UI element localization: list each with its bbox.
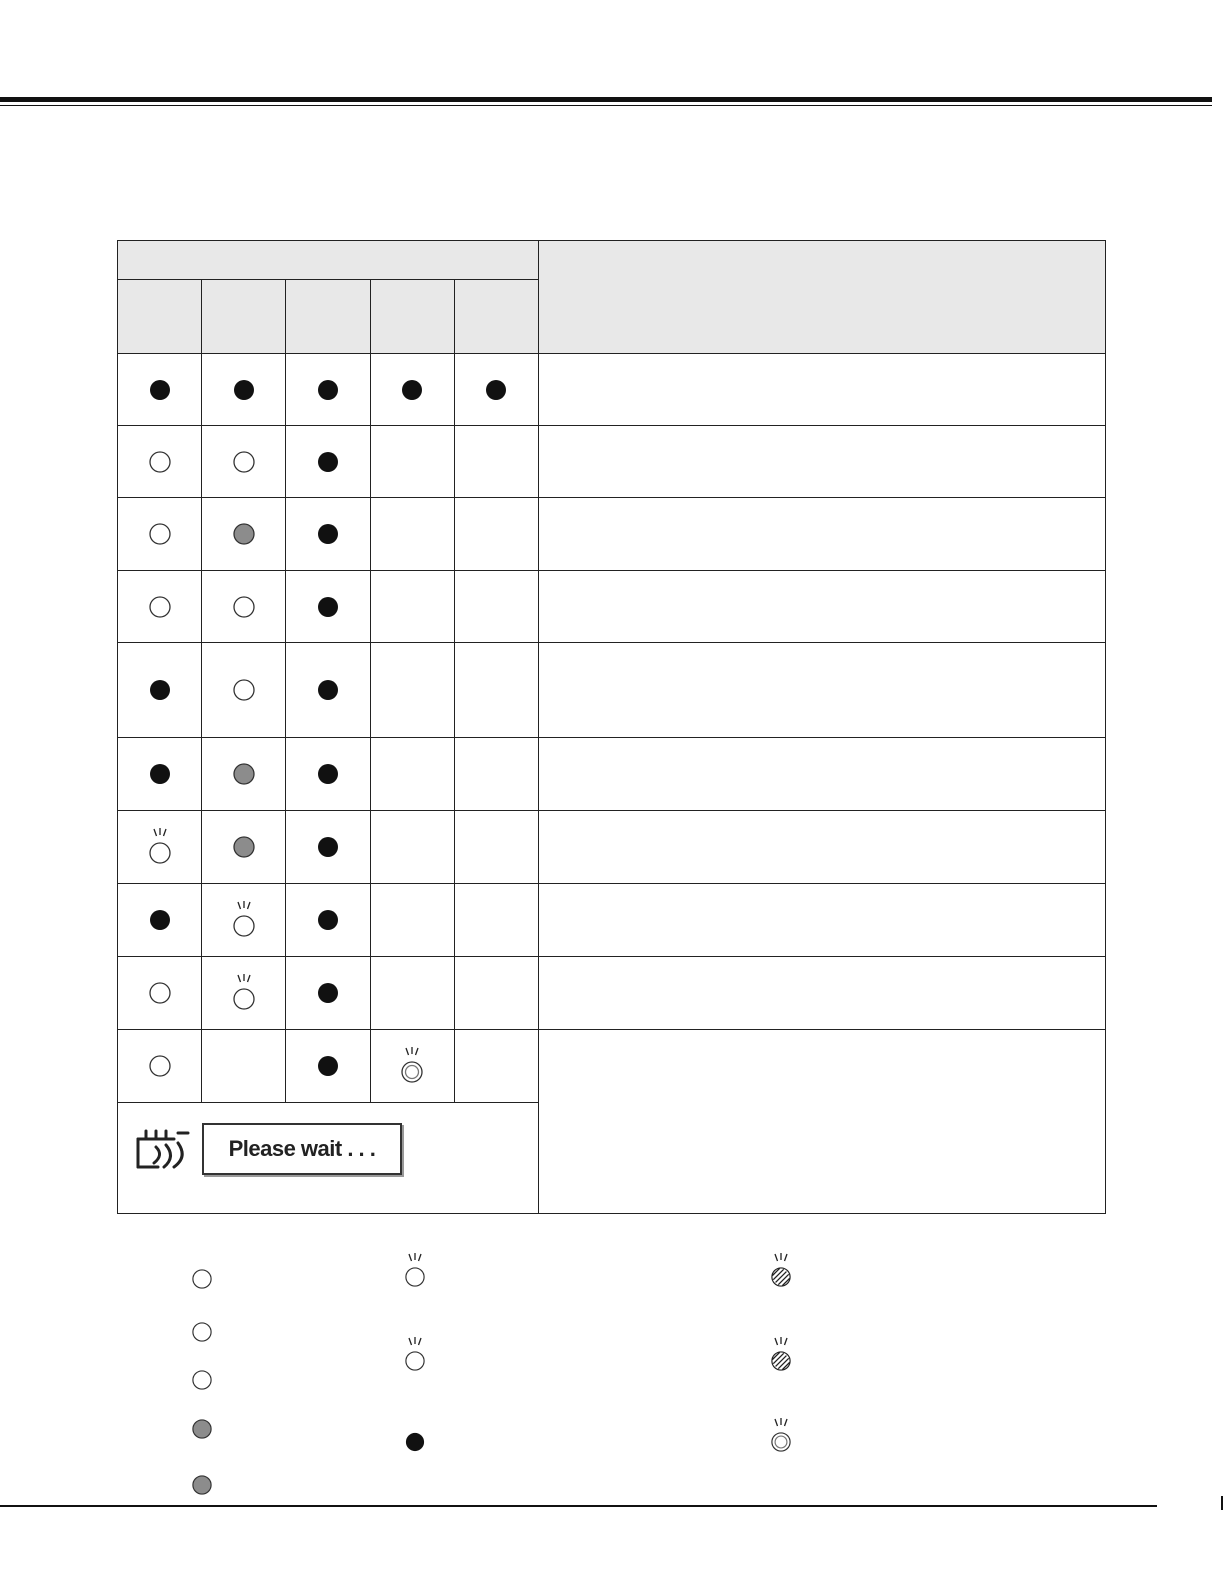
blink-indicator-icon [233,915,255,937]
legend-item [771,1267,791,1287]
indicator-cell [454,957,538,1030]
on-indicator-icon [317,379,339,401]
indicator-cell [118,1030,202,1103]
indicator-cell [454,1030,538,1103]
on-indicator-icon [317,763,339,785]
page-edge-mark [1221,1496,1223,1510]
condition-cell [539,738,1106,811]
table-row [118,426,1106,498]
indicator-cell [202,571,286,643]
on-indicator-icon [149,679,171,701]
indicator-cell [454,884,538,957]
condition-cell [539,811,1106,884]
subheader-3 [286,280,370,354]
indicator-cell [370,354,454,426]
indicator-cell [202,884,286,957]
indicator-cell [286,643,370,738]
on-indicator-icon [317,1055,339,1077]
indicator-cell [286,498,370,571]
on-indicator-icon [233,379,255,401]
off-indicator-icon [149,596,171,618]
legend-item [192,1370,212,1390]
indicator-cell [202,811,286,884]
indicator-cell [286,426,370,498]
table-row [118,957,1106,1030]
off-indicator-icon [192,1322,212,1342]
legend-item [771,1351,791,1371]
blink-hatched-indicator-icon [771,1351,791,1371]
indicator-cell [370,811,454,884]
indicator-cell [202,426,286,498]
wait-message-cell [118,1103,539,1214]
blink-ring-indicator-icon [771,1432,791,1452]
indicator-cell [118,957,202,1030]
indicator-cell [286,957,370,1030]
wait-message-box: Please wait . . . [202,1123,402,1175]
indicator-cell [202,498,286,571]
legend-item [192,1419,212,1439]
off-indicator-icon [192,1269,212,1289]
indicator-cell [454,498,538,571]
legend-item [192,1269,212,1289]
indicator-cell [454,738,538,811]
indicator-cell [118,643,202,738]
on-indicator-icon [149,909,171,931]
blink-indicator-icon [405,1351,425,1371]
table-row [118,1030,1106,1103]
legend-item [405,1432,425,1452]
table-row [118,498,1106,571]
condition-cell [539,1030,1106,1214]
indicator-cell [118,884,202,957]
bottom-rule [0,1505,1157,1507]
indicator-cell [202,354,286,426]
indicator-cell [286,1030,370,1103]
indicator-cell [370,738,454,811]
heat-waves-icon [134,1127,194,1171]
indicator-cell [118,498,202,571]
on-indicator-icon [317,982,339,1004]
condition-cell [539,571,1106,643]
on-indicator-icon [405,1432,425,1452]
condition-cell [539,426,1106,498]
indicator-cell [454,571,538,643]
legend-item [192,1475,212,1495]
indicator-cell [370,1030,454,1103]
table-row [118,811,1106,884]
on-indicator-icon [317,836,339,858]
off-indicator-icon [149,1055,171,1077]
indicator-cell [286,571,370,643]
off-indicator-icon [149,451,171,473]
indicator-cell [454,643,538,738]
indicator-cell [286,884,370,957]
on-indicator-icon [317,451,339,473]
indicator-cell [454,426,538,498]
indicators-header [118,241,539,280]
indicator-table [117,240,1106,1214]
indicator-cell [454,811,538,884]
gray-indicator-icon [192,1419,212,1439]
condition-cell [539,498,1106,571]
blink-indicator-icon [405,1267,425,1287]
blink-ring-indicator-icon [401,1061,423,1083]
blink-hatched-indicator-icon [771,1267,791,1287]
legend-item [405,1351,425,1371]
indicator-cell [118,811,202,884]
off-indicator-icon [233,596,255,618]
off-indicator-icon [149,982,171,1004]
indicator-cell [202,643,286,738]
indicator-cell [370,643,454,738]
indicator-cell [370,957,454,1030]
subheader-1 [118,280,202,354]
indicator-cell [118,571,202,643]
gray-indicator-icon [233,523,255,545]
indicator-cell [286,354,370,426]
on-indicator-icon [317,909,339,931]
on-indicator-icon [317,523,339,545]
off-indicator-icon [233,679,255,701]
legend-item [405,1267,425,1287]
blink-indicator-icon [233,988,255,1010]
on-indicator-icon [485,379,507,401]
indicator-cell [118,354,202,426]
indicator-cell [370,884,454,957]
legend-item [192,1322,212,1342]
off-indicator-icon [149,523,171,545]
on-indicator-icon [401,379,423,401]
on-indicator-icon [317,679,339,701]
blink-indicator-icon [149,842,171,864]
subheader-2 [202,280,286,354]
indicator-cell [202,1030,286,1103]
on-indicator-icon [149,379,171,401]
condition-cell [539,354,1106,426]
indicator-cell [118,738,202,811]
indicator-cell [370,426,454,498]
on-indicator-icon [149,763,171,785]
subheader-5 [454,280,538,354]
indicator-cell [118,426,202,498]
table-row [118,354,1106,426]
table-row [118,571,1106,643]
condition-cell [539,884,1106,957]
gray-indicator-icon [192,1475,212,1495]
subheader-4 [370,280,454,354]
indicator-cell [286,738,370,811]
on-indicator-icon [317,596,339,618]
table-row [118,643,1106,738]
top-rule-thin [0,105,1212,106]
gray-indicator-icon [233,763,255,785]
legend-item [771,1432,791,1452]
indicator-cell [286,811,370,884]
indicator-cell [202,957,286,1030]
condition-cell [539,643,1106,738]
off-indicator-icon [192,1370,212,1390]
indicator-cell [370,498,454,571]
gray-indicator-icon [233,836,255,858]
off-indicator-icon [233,451,255,473]
condition-cell [539,957,1106,1030]
indicator-cell [454,354,538,426]
indicator-cell [370,571,454,643]
table-row [118,884,1106,957]
table-row [118,738,1106,811]
top-rule-thick [0,97,1212,102]
indicator-cell [202,738,286,811]
condition-header [539,241,1106,354]
